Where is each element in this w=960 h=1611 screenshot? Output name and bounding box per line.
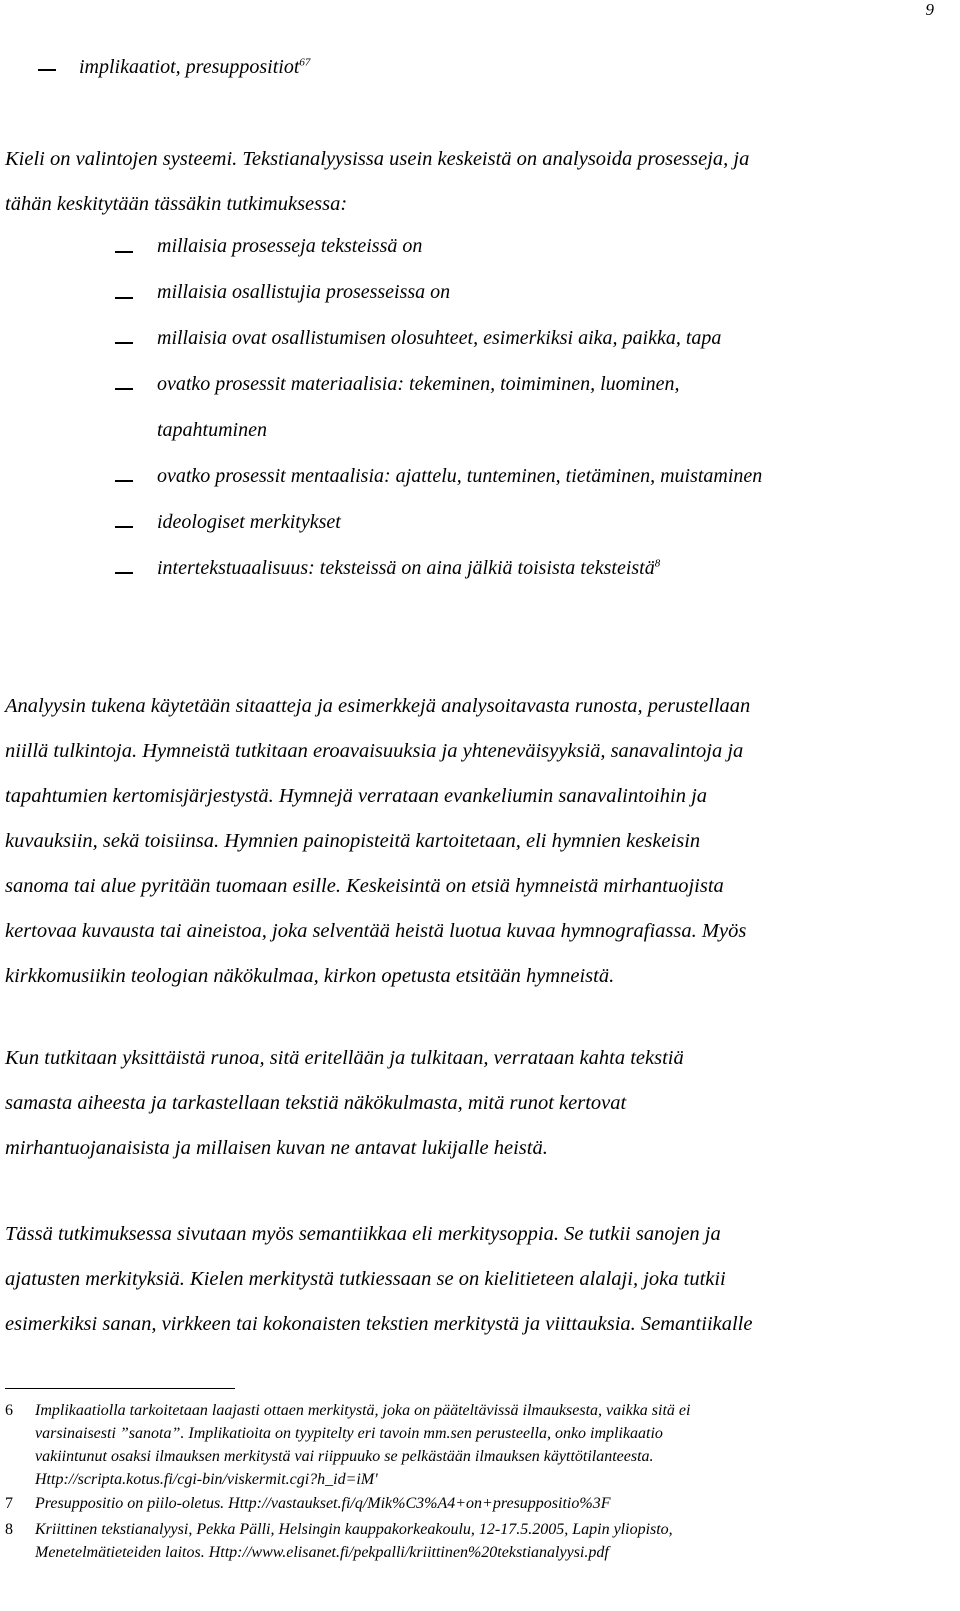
text-line: mirhantuojanaisista ja millaisen kuvan ne antavat lukijalle heistä. [5,1137,548,1159]
semantics-paragraph [5,1211,935,1346]
text-line: Analyysin tukena käytetään sitaatteja ja esimerkkejä analysoitavasta runosta, perustellaan [5,695,751,717]
text-line: Kun tutkitaan yksittäistä runoa, sitä eritellään ja tulkitaan, verrataan kahta tekstiä [5,1047,684,1069]
dash-bullet [115,342,133,344]
list-item: millaisia ovat osallistumisen olosuhteet, esimerkiksi aika, paikka, tapa [157,327,722,349]
dash-bullet [115,526,133,528]
dash-bullet [115,251,133,253]
text-line: sanoma tai alue pyritään tuomaan esille. Keskeisintä on etsiä hymneistä mirhantuojista [5,875,724,897]
list-item: millaisia osallistujia prosesseissa on [157,281,451,303]
footnote-ref: 8 [654,557,661,570]
text-line: kertovaa kuvausta tai aineistoa, joka selventää heistä luotua kuvaa hymnografiassa. Myös [5,920,747,942]
footnote-text: Presuppositio on piilo-oletus. Http://vastaukset.fi/q/Mik%C3%A4+on+presuppositio%3F [35,1495,611,1512]
footnote-text: varsinaisesti ”sanota”. Implikatioita on tyypitelty eri tavoin mm.sen perusteella, onko implikaatio [35,1425,663,1442]
footnote-link[interactable]: Http://scripta.kotus.fi/cgi-bin/viskermit.cgi?h_id=iM' [35,1471,378,1488]
comparison-paragraph [5,1035,935,1170]
dash-bullet [115,572,133,574]
dash-bullet [115,297,133,299]
top-list-item [79,56,310,79]
dash-bullet [115,388,133,390]
footnote-number: 6 [5,1402,13,1419]
list-item-continuation: tapahtuminen [157,419,267,441]
top-list-item-text: implikaatiot, presuppositiot [79,56,300,78]
text-line: kirkkomusiikin teologian näkökulmaa, kirkon opetusta etsitään hymneistä. [5,965,615,987]
text-line: esimerkiksi sanan, virkkeen tai kokonaisten tekstien merkitystä ja viittauksia. Semantiikalle [5,1313,753,1335]
footnote-text: Menetelmätieteiden laitos. Http://www.elisanet.fi/pekpalli/kriittinen%20tekstianalyysi.pdf [35,1544,609,1561]
list-item: ideologiset merkitykset [157,511,341,533]
text-line: kuvauksiin, sekä toisiinsa. Hymnien painopisteitä kartoitetaan, eli hymnien keskeisin [5,830,701,852]
text-line: Kieli on valintojen systeemi. Tekstianalyysissa usein keskeistä on analysoida prosesseja, ja [5,148,750,170]
footnote-text: Implikaatiolla tarkoitetaan laajasti ottaen merkitystä, joka on pääteltävissä ilmauksesta, vaikka sitä ei [35,1402,691,1419]
analysis-paragraph [5,683,935,998]
footnote-8 [5,1518,673,1564]
text-line: Tässä tutkimuksessa sivutaan myös semantiikkaa eli merkitysoppia. Se tutkii sanojen ja [5,1223,721,1245]
dash-bullet [38,69,56,71]
footnote-number: 7 [5,1495,13,1512]
footnote-divider [5,1388,235,1389]
text-line: tähän keskitytään tässäkin tutkimuksessa: [5,193,348,215]
page-number: 9 [925,0,934,19]
list-item: ovatko prosessit mentaalisia: ajattelu, tunteminen, tietäminen, muistaminen [157,465,763,487]
list-item-text: intertekstuaalisuus: teksteissä on aina jälkiä toisista teksteistä [157,557,655,579]
list-item [157,557,660,580]
dash-bullet [115,480,133,482]
intro-paragraph [5,136,935,226]
list-item: ovatko prosessit materiaalisia: tekeminen, toimiminen, luominen, [157,373,680,395]
footnote-number: 8 [5,1521,13,1538]
footnote-6 [5,1399,690,1491]
text-line: ajatusten merkityksiä. Kielen merkitystä tutkiessaan se on kielitieteen alalaji, joka tutkii [5,1268,726,1290]
footnote-7 [5,1492,610,1515]
footnote-ref: 67 [299,56,311,69]
text-line: samasta aiheesta ja tarkastellaan tekstiä näkökulmasta, mitä runot kertovat [5,1092,627,1114]
footnote-text: Kriittinen tekstianalyysi, Pekka Pälli, Helsingin kauppakorkeakoulu, 12-17.5.2005, Lapin yliopisto, [35,1521,673,1538]
text-line: tapahtumien kertomisjärjestystä. Hymnejä verrataan evankeliumin sanavalintoihin ja [5,785,708,807]
text-line: niillä tulkintoja. Hymneistä tutkitaan eroavaisuuksia ja yhteneväisyyksiä, sanavalintoja ja [5,740,744,762]
list-item: millaisia prosesseja teksteissä on [157,235,423,257]
footnote-text: vakiintunut osaksi ilmauksen merkitystä vai riippuuko se pelkästään ilmauksen käyttötilanteesta. [35,1448,654,1465]
